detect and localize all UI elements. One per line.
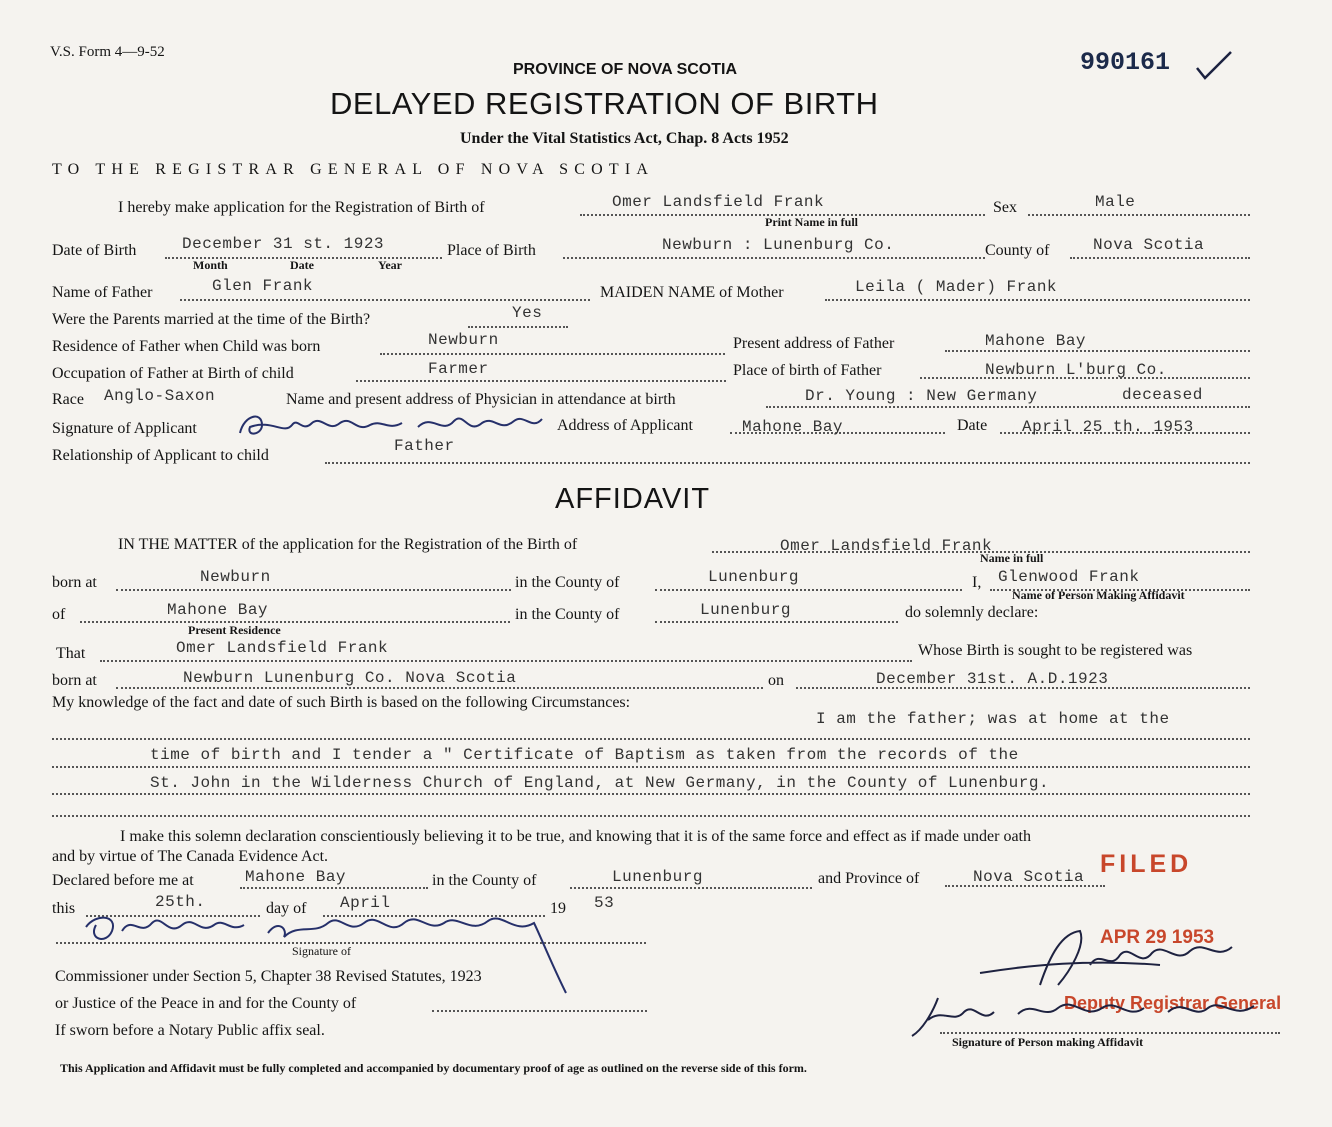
- father-birthplace-value: Newburn L'burg Co.: [985, 361, 1167, 379]
- that-name-value: Omer Landsfield Frank: [176, 639, 389, 657]
- father-residence-label: Residence of Father when Child was born: [52, 338, 321, 355]
- race-value: Anglo-Saxon: [104, 387, 216, 405]
- applicant-address-label: Address of Applicant: [557, 417, 693, 434]
- birth-county-value: Lunenburg: [708, 568, 799, 586]
- father-birthplace-label: Place of birth of Father: [733, 362, 882, 379]
- applicant-address-value: Mahone Bay: [742, 418, 844, 436]
- parents-married-value: Yes: [512, 304, 543, 322]
- matter-label: IN THE MATTER of the application for the Registration of the Birth of: [118, 536, 578, 553]
- residence-county-value: Lunenburg: [700, 601, 791, 619]
- born-at-value: Newburn: [200, 568, 271, 586]
- notary-label: If sworn before a Notary Public affix seal.: [55, 1022, 325, 1039]
- deponent-caption: Name of Person Making Affidavit: [1012, 588, 1185, 602]
- sex-label: Sex: [993, 199, 1017, 216]
- of-label: of: [52, 606, 66, 623]
- county-value: Nova Scotia: [1093, 236, 1205, 254]
- registrar-stamp: Deputy Registrar General: [1064, 993, 1282, 1013]
- in-county-label-3: in the County of: [432, 872, 537, 889]
- father-present-address-label: Present address of Father: [733, 335, 895, 352]
- province-label: and Province of: [818, 870, 920, 887]
- mother-maiden-name-value: Leila ( Mader) Frank: [855, 278, 1058, 296]
- applicant-signature-image: [232, 405, 547, 445]
- knowledge-label: My knowledge of the fact and date of such Birth is based on the following Circumstances:: [52, 694, 631, 711]
- county-label: County of: [985, 242, 1050, 259]
- act-subtitle: Under the Vital Statistics Act, Chap. 8 Acts 1952: [460, 130, 789, 147]
- that-label: That: [56, 645, 86, 662]
- relationship-value: Father: [394, 437, 455, 455]
- print-name-caption: Print Name in full: [765, 215, 858, 229]
- father-name-label: Name of Father: [52, 284, 153, 301]
- registration-number: 990161: [1080, 48, 1171, 77]
- application-intro-label: I hereby make application for the Registration of Birth of: [118, 199, 485, 216]
- declare-label: do solemnly declare:: [905, 604, 1039, 621]
- form-number: V.S. Form 4—9-52: [50, 44, 165, 60]
- declared-province-value: Nova Scotia: [973, 868, 1085, 886]
- circumstances-line-2: time of birth and I tender a " Certificate of Baptism as taken from the records of the: [150, 746, 1019, 764]
- father-name-value: Glen Frank: [212, 277, 314, 295]
- child-name-value: Omer Landsfield Frank: [612, 193, 825, 211]
- affidavit-heading: AFFIDAVIT: [555, 483, 711, 515]
- date-of-birth-label: Date of Birth: [52, 242, 137, 259]
- footer-note: This Application and Affidavit must be fully completed and accompanied by documentary proof of age as outlined on the reverse side of this form.: [60, 1061, 807, 1075]
- whose-birth-label: Whose Birth is sought to be registered was: [918, 642, 1193, 659]
- declared-day-value: 25th.: [155, 893, 206, 911]
- matter-name-value: Omer Landsfield Frank: [780, 537, 993, 555]
- addressee-line: TO THE REGISTRAR GENERAL OF NOVA SCOTIA: [52, 161, 655, 178]
- residence-value: Mahone Bay: [167, 601, 269, 619]
- justice-label: or Justice of the Peace in and for the County of: [55, 995, 357, 1012]
- deponent-signature-caption: Signature of Person making Affidavit: [952, 1035, 1144, 1049]
- date-of-birth-value: December 31 st. 1923: [182, 235, 385, 253]
- declared-county-value: Lunenburg: [612, 868, 703, 886]
- year-prefix: 19: [550, 900, 566, 917]
- date-label: Date: [957, 417, 988, 434]
- place-of-birth-label: Place of Birth: [447, 242, 536, 259]
- this-label: this: [52, 900, 76, 917]
- born-at-label: born at: [52, 574, 97, 591]
- born-at-label-2: born at: [52, 672, 97, 689]
- sex-value: Male: [1095, 193, 1136, 211]
- physician-status-value: deceased: [1122, 386, 1203, 404]
- deponent-name-value: Glenwood Frank: [998, 568, 1140, 586]
- race-label: Race: [52, 391, 84, 408]
- deponent-i-label: I,: [972, 574, 982, 591]
- place-of-birth-value: Newburn : Lunenburg Co.: [662, 236, 895, 254]
- declared-place-value: Mahone Bay: [245, 868, 347, 886]
- commissioner-label: Commissioner under Section 5, Chapter 38 Revised Statutes, 1923: [55, 968, 482, 985]
- physician-value: Dr. Young : New Germany: [805, 387, 1038, 405]
- check-mark-icon: [1195, 50, 1235, 82]
- applicant-signature-label: Signature of Applicant: [52, 420, 197, 437]
- father-present-address-value: Mahone Bay: [985, 332, 1087, 350]
- father-residence-value: Newburn: [428, 331, 499, 349]
- physician-label: Name and present address of Physician in attendance at birth: [286, 391, 676, 408]
- declared-before-label: Declared before me at: [52, 872, 194, 889]
- born-date-value: December 31st. A.D.1923: [876, 670, 1109, 688]
- solemn-declaration-line-1: I make this solemn declaration conscientiously believing it to be true, and knowing that it is of the same force and effect as if made under oath: [120, 828, 1031, 845]
- on-label: on: [768, 672, 784, 689]
- month-caption: Month: [193, 258, 228, 272]
- registrar-signature-image: [970, 925, 1270, 995]
- province-heading: PROVINCE OF NOVA SCOTIA: [513, 61, 738, 78]
- filed-stamp: FILED: [1100, 850, 1193, 878]
- mother-maiden-name-label: MAIDEN NAME of Mother: [600, 284, 784, 301]
- parents-married-label: Were the Parents married at the time of the Birth?: [52, 311, 371, 328]
- relationship-label: Relationship of Applicant to child: [52, 447, 269, 464]
- day-of-label: day of: [266, 900, 307, 917]
- father-occupation-value: Farmer: [428, 360, 489, 378]
- signature-of-caption: Signature of: [292, 944, 351, 958]
- name-in-full-caption: Name in full: [980, 551, 1044, 565]
- declared-year-value: 53: [594, 894, 615, 912]
- circumstances-line-1: I am the father; was at home at the: [816, 710, 1170, 728]
- born-place-value: Newburn Lunenburg Co. Nova Scotia: [183, 669, 517, 687]
- date-caption: Date: [290, 258, 314, 272]
- declared-month-value: April: [340, 894, 391, 912]
- solemn-declaration-line-2: and by virtue of The Canada Evidence Act.: [52, 848, 329, 865]
- date-value: April 25 th. 1953: [1022, 418, 1194, 436]
- circumstances-line-3: St. John in the Wilderness Church of England, at New Germany, in the County of Lunenburg.: [150, 774, 1050, 792]
- filed-date-stamp: APR 29 1953: [1100, 927, 1215, 948]
- year-caption: Year: [378, 258, 402, 272]
- page-title: DELAYED REGISTRATION OF BIRTH: [330, 86, 879, 121]
- present-residence-caption: Present Residence: [188, 623, 281, 637]
- in-county-label-2: in the County of: [515, 606, 620, 623]
- in-county-label: in the County of: [515, 574, 620, 591]
- father-occupation-label: Occupation of Father at Birth of child: [52, 365, 294, 382]
